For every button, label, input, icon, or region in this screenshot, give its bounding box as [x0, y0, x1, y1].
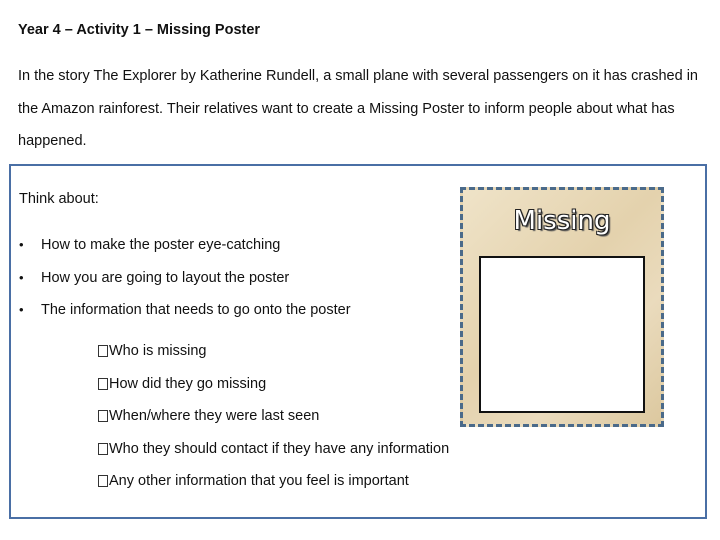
checkbox-icon [98, 410, 108, 422]
checklist-text: When/where they were last seen [109, 408, 320, 424]
bullet-text: How to make the poster eye-catching [41, 237, 281, 253]
checklist-text: Any other information that you feel is important [109, 473, 409, 489]
checklist-item [98, 400, 449, 433]
bullet-text: The information that needs to go onto the poster [41, 302, 351, 318]
think-about-box [9, 164, 707, 519]
page-title: Year 4 – Activity 1 – Missing Poster [18, 22, 261, 38]
list-item [19, 262, 351, 295]
bullet-icon: • [19, 237, 24, 252]
checklist-text: Who they should contact if they have any information [109, 440, 450, 457]
bullet-text: How you are going to layout the poster [41, 269, 290, 286]
checklist-item [98, 465, 449, 498]
list-item [19, 229, 351, 262]
checklist-item [98, 335, 449, 368]
intro-paragraph: In the story The Explorer by Katherine Rundell, a small plane with several passengers on it has crashed in the Amazon rainforest. Their relatives want to create a Missing Poster to inform people about what has happened. [18, 68, 698, 149]
poster-title: Missing [513, 206, 611, 236]
bullet-icon: • [19, 269, 24, 285]
checkbox-icon [98, 443, 108, 455]
photo-placeholder [479, 256, 645, 413]
think-about-heading: Think about: [19, 191, 99, 207]
checklist-item [98, 368, 449, 401]
checklist-text: Who is missing [109, 343, 207, 359]
checkbox-icon [98, 475, 108, 487]
checkbox-icon [98, 378, 108, 390]
checkbox-icon [98, 345, 108, 357]
bullet-list [19, 229, 351, 327]
bullet-icon: • [19, 302, 24, 317]
checklist-item [98, 433, 449, 466]
list-item [19, 294, 351, 327]
checklist-text: How did they go missing [109, 375, 267, 392]
checklist [98, 335, 449, 498]
missing-poster-illustration [460, 187, 664, 427]
